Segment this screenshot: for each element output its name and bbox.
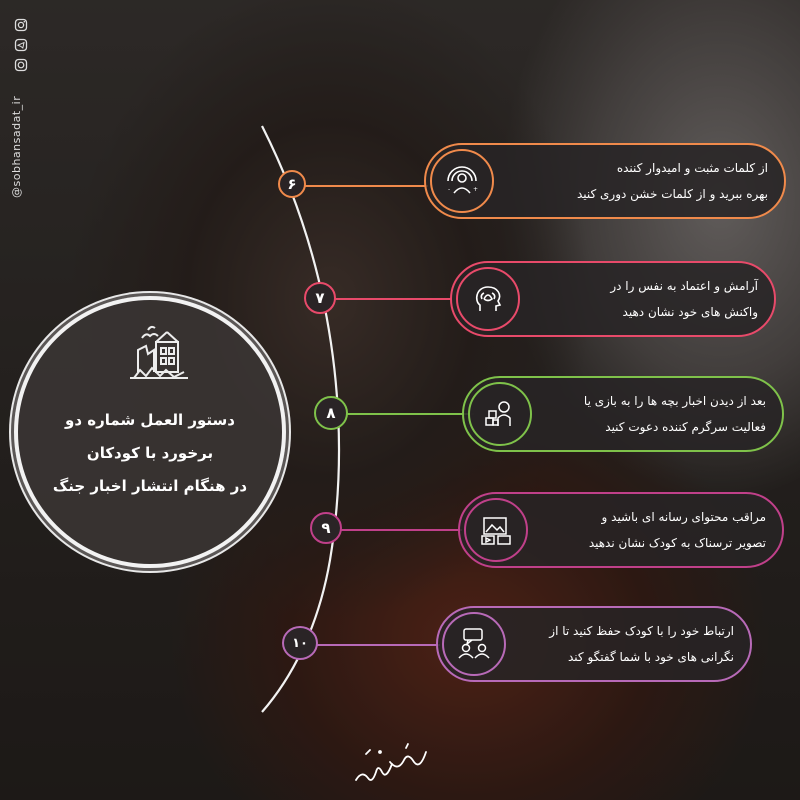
title-line: برخورد با کودکان bbox=[86, 444, 214, 462]
tip-text bbox=[506, 145, 768, 217]
main-title bbox=[38, 404, 262, 503]
connector-line bbox=[346, 413, 474, 415]
tip-card-10 bbox=[436, 606, 752, 682]
conversation-icon bbox=[442, 612, 506, 676]
tip-line: از کلمات مثبت و امیدوار کننده bbox=[616, 161, 768, 175]
positive-speech-icon bbox=[430, 149, 494, 213]
tip-card-7 bbox=[450, 261, 776, 337]
connector-line bbox=[300, 185, 428, 187]
tip-text bbox=[532, 263, 758, 335]
tip-line: بهره ببرید و از کلمات خشن دوری کنید bbox=[576, 187, 768, 201]
tip-line: بعد از دیدن اخبار بچه ها را به بازی یا bbox=[583, 394, 766, 408]
tip-line: آرامش و اعتماد به نفس را در bbox=[610, 279, 758, 293]
connector-line bbox=[338, 529, 462, 531]
tip-card-8 bbox=[462, 376, 784, 452]
tip-line: تصویر ترسناک به کودک نشان ندهید bbox=[588, 536, 766, 550]
tip-card-6 bbox=[424, 143, 786, 219]
step-number-6: ۶ bbox=[278, 170, 306, 198]
tip-line: واکنش های خود نشان دهید bbox=[622, 305, 758, 319]
tip-line: نگرانی های خود با شما گفتگو کند bbox=[568, 650, 734, 664]
title-line: دستور العمل شماره دو bbox=[65, 411, 235, 429]
tip-line: فعالیت سرگرم کننده دعوت کنید bbox=[605, 420, 766, 434]
tip-text bbox=[540, 494, 766, 566]
media-content-icon bbox=[464, 498, 528, 562]
step-number-8: ۸ bbox=[314, 396, 348, 430]
svg-text:-: - bbox=[448, 186, 451, 193]
signature-logo bbox=[346, 740, 436, 790]
tip-text bbox=[544, 378, 766, 450]
step-number-9: ۹ bbox=[310, 512, 342, 544]
ruined-building-icon bbox=[126, 320, 192, 384]
social-handle: @sobhansadat_ir bbox=[10, 95, 23, 199]
child-play-icon bbox=[468, 382, 532, 446]
connector-line bbox=[316, 644, 440, 646]
main-title-circle bbox=[14, 296, 286, 568]
tip-card-9 bbox=[458, 492, 784, 568]
tip-line: ارتباط خود را با کودک حفظ کنید تا از bbox=[549, 624, 734, 638]
tip-line: مراقب محتوای رسانه ای باشید و bbox=[601, 510, 766, 524]
calm-mind-icon bbox=[456, 267, 520, 331]
title-line: در هنگام انتشار اخبار جنگ bbox=[52, 477, 248, 495]
connector-line bbox=[334, 298, 452, 300]
step-number-10: ۱۰ bbox=[282, 626, 318, 660]
tip-text bbox=[518, 608, 734, 680]
step-number-7: ۷ bbox=[304, 282, 336, 314]
svg-text:+: + bbox=[473, 186, 479, 193]
